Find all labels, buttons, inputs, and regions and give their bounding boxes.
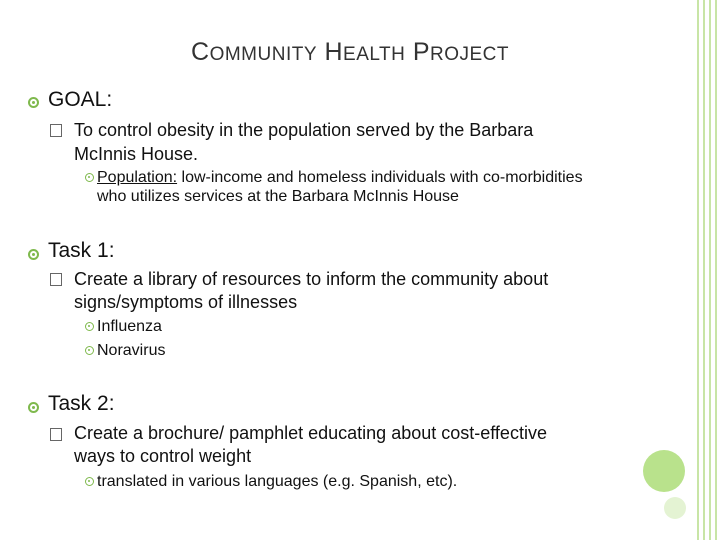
page-title: COMMUNITY HEALTH PROJECT [191,38,509,66]
task1-item-line1: Create a library of resources to inform the community about [74,269,549,289]
goal-item-line1: To control obesity in the population served by the Barbara [74,120,534,140]
checkbox-icon [50,273,62,286]
sub-bullet-icon [85,322,94,331]
goal-heading: GOAL: [48,88,113,111]
goal-item-line2: McInnis House. [74,144,199,164]
checkbox-icon [50,428,62,441]
checkbox-icon [50,124,62,137]
task1-sub-item: Influenza [97,318,162,335]
sub-bullet-icon [85,173,94,182]
task1-heading: Task 1: [48,239,115,262]
task2-sub-item: translated in various languages (e.g. Spanish, etc). [97,473,458,490]
decor-circle-large [643,450,685,492]
decor-circle-small [664,497,686,519]
decor-stripe-1 [697,0,699,540]
goal-sub-line2: who utilizes services at the Barbara McInnis House [97,188,459,205]
decor-stripe-4 [715,0,717,540]
task2-item-line1: Create a brochure/ pamphlet educating about cost-effective [74,423,547,443]
bullet-icon [28,249,39,260]
sub-bullet-icon [85,346,94,355]
task1-item-line2: signs/symptoms of illnesses [74,292,298,312]
population-label: Population: [97,169,178,186]
decor-stripe-2 [703,0,705,540]
bullet-icon [28,97,39,108]
task2-item-line2: ways to control weight [74,446,252,466]
sub-bullet-icon [85,477,94,486]
decor-stripe-3 [709,0,711,540]
goal-sub-line1: Population: low-income and homeless individuals with co-morbidities [97,169,583,186]
task2-heading: Task 2: [48,392,115,415]
bullet-icon [28,402,39,413]
task1-sub-item: Noravirus [97,342,166,359]
